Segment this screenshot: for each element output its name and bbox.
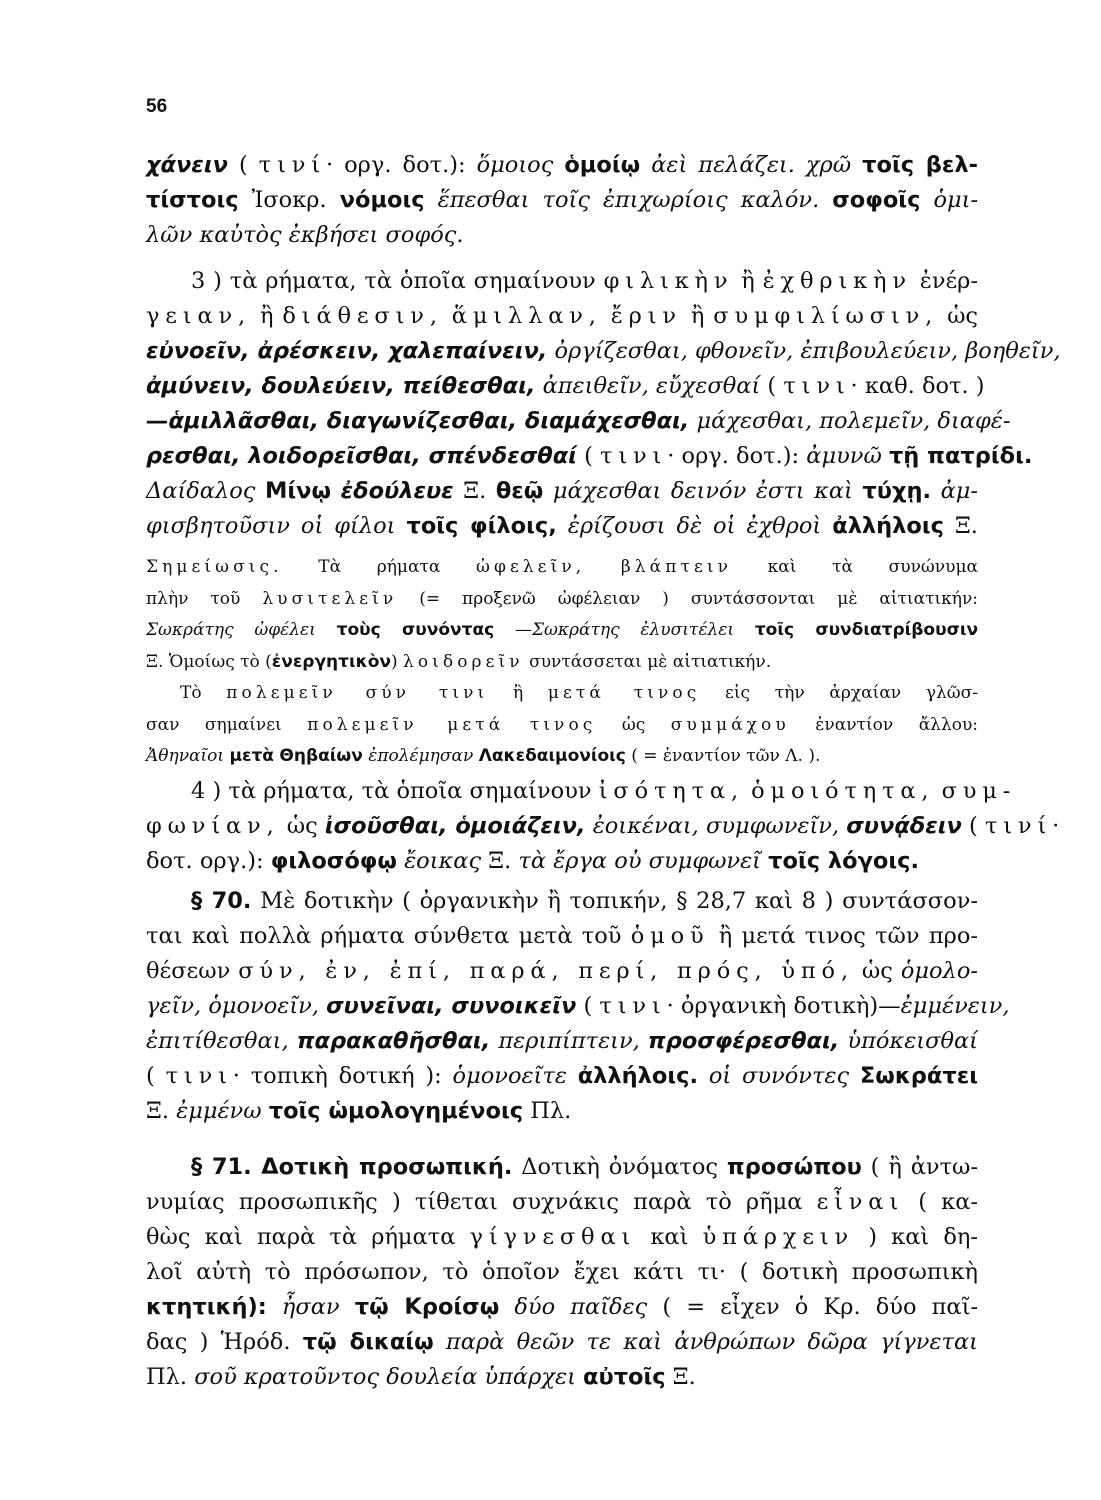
text-line: [146, 509, 978, 544]
text-segment: ὁμοίῳ: [564, 152, 641, 178]
text-segment: (: [961, 813, 985, 839]
text-segment: Ξ.: [146, 1098, 177, 1124]
text-segment: αὐτοῖς: [583, 1364, 666, 1390]
text-segment: δύο παῖδες: [514, 1294, 648, 1320]
text-segment: ) καὶ δη-: [854, 1224, 978, 1250]
text-segment: προσφέρεσθαι,: [647, 1028, 840, 1054]
text-segment: Μίνῳ: [264, 478, 332, 504]
text-segment: πλὴν τοῦ: [146, 588, 263, 609]
text-segment: Ξ.: [944, 513, 978, 539]
paragraph-p-70: [146, 884, 1010, 1129]
text-segment: τοῖς λόγοις.: [768, 848, 920, 874]
text-segment: δας ) Ἡρόδ.: [146, 1329, 303, 1355]
text-line: [146, 954, 978, 989]
text-segment: Τὸ: [146, 683, 227, 703]
text-segment: φιλικὴν: [603, 268, 734, 294]
text-line: [146, 647, 978, 679]
text-segment: ἢ: [488, 683, 548, 703]
text-segment: συμμάχου: [670, 714, 790, 735]
text-segment: τινος: [529, 714, 597, 735]
text-segment: [543, 478, 553, 504]
text-segment: Λακεδαιμονίοις: [478, 746, 626, 766]
text-segment: Ξ.: [665, 1364, 696, 1390]
text-line: [146, 710, 978, 742]
text-segment: (: [146, 1063, 166, 1089]
text-segment: ὁμονοεῖτε: [452, 1063, 567, 1089]
text-segment: τῷ Κροίσῳ: [354, 1294, 500, 1320]
text-segment: [262, 1098, 269, 1124]
text-segment: [689, 408, 696, 434]
text-line: [146, 1150, 978, 1185]
text-segment: Ἰσοκρ.: [238, 187, 340, 213]
text-segment: —ἁμιλλᾶσθαι, διαγωνίζεσθαι, διαμάχεσθαι,: [146, 408, 690, 434]
text-segment: βλάπτειν: [620, 557, 732, 577]
text-segment: ἐπολέμησαν: [368, 746, 474, 766]
text-segment: Θηβαίων: [279, 746, 363, 766]
text-line: [146, 1255, 978, 1290]
text-segment: ἀλλήλοις: [832, 513, 944, 539]
text-segment: ·: [1052, 813, 1060, 839]
text-segment: ἢ: [681, 303, 714, 329]
text-segment: 3 ) τὰ ρήματα, τὰ ὁποῖα σημαίνουν: [146, 268, 604, 294]
text-segment: κτητική):: [146, 1294, 267, 1320]
text-segment: [576, 1364, 583, 1390]
text-segment: ὡς: [596, 714, 671, 735]
text-segment: [821, 513, 832, 539]
text-segment: ἀμ-: [940, 478, 979, 504]
text-segment: γεῖν, ὁμονοεῖν,: [146, 993, 319, 1019]
text-segment: ἀλλήλοις.: [577, 1063, 699, 1089]
text-segment: ἀεὶ πελάζει. χρῶ: [651, 152, 852, 178]
paragraph-p-note: [146, 552, 978, 678]
text-line: [146, 919, 978, 954]
text-segment: παρακαθῆσθαι,: [296, 1028, 491, 1054]
text-segment: [698, 1063, 709, 1089]
text-segment: (= προξενῶ ὠφέλειαν ) συντάσσονται μὲ αἰτιατικήν:: [397, 588, 979, 609]
text-segment: [499, 1294, 514, 1320]
text-segment: ἐνεργητικὸν: [271, 651, 391, 672]
text-segment: καὶ: [636, 1224, 703, 1250]
text-segment: Πλ.: [523, 1098, 572, 1124]
text-segment: Σωκράτει: [859, 1063, 979, 1089]
text-segment: ἅμιλλαν,: [451, 303, 602, 329]
text-segment: (: [576, 993, 600, 1019]
text-segment: σοφοῖς: [832, 187, 921, 213]
text-segment: ἔριν: [610, 303, 682, 329]
text-segment: παρὰ θεῶν τε καὶ ἀνθρώπων δῶρα γίγνεται: [445, 1329, 978, 1355]
text-segment: · οργ. δοτ.):: [325, 152, 477, 178]
text-segment: ἢ: [733, 268, 763, 294]
text-segment: ἕπεσθαι τοῖς ἐπιχωρίοις καλόν.: [437, 187, 820, 213]
text-segment: εἰς τὴν ἀρχαίαν γλῶσ-: [700, 683, 978, 703]
text-segment: ἀμυνῶ: [806, 443, 882, 469]
text-segment: 4 ) τὰ ρήματα, τὰ ὁποῖα σημαίνουν: [146, 778, 599, 804]
text-segment: ὡς: [279, 813, 325, 839]
text-segment: · τοπικὴ δοτική ):: [232, 1063, 453, 1089]
text-line: [146, 678, 978, 710]
text-segment: [934, 778, 941, 804]
text-segment: γίγνεσθαι: [469, 1224, 637, 1250]
text-segment: § 70.: [146, 888, 252, 914]
text-segment: [395, 513, 406, 539]
text-line: [146, 183, 978, 218]
text-segment: Σωκράτης ὠφέλει: [146, 620, 316, 640]
text-line: [146, 1024, 978, 1059]
text-segment: [849, 1063, 860, 1089]
text-segment: εὐνοεῖν, ἀρέσκειν, χαλεπαίνειν,: [146, 338, 548, 364]
text-segment: ἐοικέναι, συμφωνεῖν,: [592, 813, 840, 839]
text-segment: Μὲ δοτικὴν ( ὀργανικὴν ἢ τοπικήν, § 28,7 καὶ 8 ) συντάσσον-: [251, 888, 978, 914]
text-segment: § 71. Δοτικὴ προσωπική.: [146, 1154, 513, 1180]
text-line: [146, 584, 978, 616]
text-segment: ἐμμένω: [176, 1098, 262, 1124]
text-line: [146, 1059, 978, 1094]
text-segment: ἐρίζουσι δὲ οἱ ἐχθροὶ: [567, 513, 822, 539]
text-line: [146, 1290, 978, 1325]
text-segment: [331, 478, 341, 504]
text-segment: θὼς καὶ παρὰ τὰ ρήματα: [146, 1224, 470, 1250]
paragraph-p-4: [146, 774, 1060, 879]
text-segment: ὠφελεῖν,: [476, 557, 586, 577]
text-segment: ἐμμένειν,: [900, 993, 1010, 1019]
text-segment: συμφιλίωσιν,: [713, 303, 939, 329]
text-segment: Πλ.: [146, 1364, 195, 1390]
text-segment: [535, 373, 542, 399]
text-segment: φισβητοῦσιν οἱ φίλοι: [146, 513, 396, 539]
text-segment: πολεμεῖν σύν τινι: [226, 683, 489, 703]
text-line: [146, 1325, 978, 1360]
paragraph-p-intro: [146, 148, 978, 253]
text-segment: ἰσοῦσθαι, ὁμοιάζειν,: [324, 813, 586, 839]
text-segment: τοὺς συνόντας: [336, 620, 495, 640]
text-segment: προσώπου: [726, 1154, 862, 1180]
text-line: [146, 299, 978, 334]
text-segment: τοῖς συνδιατρίβουσιν: [754, 620, 979, 640]
text-segment: μάχεσθαι, πολεμεῖν, διαφέ-: [696, 408, 1011, 434]
text-segment: τινί: [258, 152, 326, 178]
text-segment: ται καὶ πολλὰ ρήματα σύνθετα μετὰ τοῦ: [146, 923, 631, 949]
text-segment: τινι: [599, 993, 667, 1019]
text-line: [146, 809, 1060, 844]
text-line: [146, 1220, 978, 1255]
text-segment: [434, 1329, 446, 1355]
text-line: [146, 439, 1033, 474]
text-segment: [734, 620, 755, 640]
text-segment: · οργ. δοτ.):: [667, 443, 807, 469]
text-line: [146, 741, 978, 773]
text-segment: [557, 513, 568, 539]
text-line: [146, 264, 978, 299]
text-segment: ὁμι-: [933, 187, 979, 213]
text-segment: [547, 338, 554, 364]
text-segment: [504, 715, 530, 735]
text-segment: πολεμεῖν μετά: [307, 714, 505, 735]
text-segment: Σημείωσις.: [146, 557, 283, 577]
paragraph-p-note2: [146, 678, 978, 773]
text-segment: ὑπάρχειν: [702, 1224, 855, 1250]
text-segment: Ξ. Ὁμοίως τὸ (: [146, 651, 272, 672]
text-segment: λῶν καὐτὸς ἐκβήσει σοφός.: [146, 222, 464, 248]
text-segment: ὀργίζεσθαι, φθονεῖν, ἐπιβουλεύειν, βοηθεῖν,: [554, 338, 1061, 364]
paragraph-p-3: [146, 264, 1061, 544]
text-segment: [267, 1294, 282, 1320]
text-segment: νόμοις: [339, 187, 425, 213]
text-segment: περιπίπτειν,: [498, 1028, 640, 1054]
text-segment: [585, 557, 621, 577]
text-segment: Δοτικὴ ὀνόματος: [512, 1154, 727, 1180]
text-segment: σοῦ κρατοῦντος δουλεία ὑπάρχει: [194, 1364, 576, 1390]
text-segment: ἦσαν: [281, 1294, 340, 1320]
text-line: [146, 989, 1010, 1024]
text-segment: τινι: [783, 373, 851, 399]
text-segment: ): [390, 651, 404, 672]
text-segment: (: [760, 373, 784, 399]
text-segment: διάθεσιν,: [282, 303, 443, 329]
text-segment: φιλοσόφῳ: [270, 848, 397, 874]
text-segment: ὑπόκεισθαί: [847, 1028, 979, 1054]
text-segment: [255, 478, 265, 504]
text-segment: Τὰ ρήματα: [282, 557, 477, 577]
text-segment: [931, 478, 941, 504]
text-segment: τινι: [600, 443, 668, 469]
text-segment: φωνίαν,: [146, 813, 280, 839]
text-segment: ὁμοῦ: [630, 923, 710, 949]
text-segment: Ξ.: [453, 478, 496, 504]
text-segment: νυμίας προσωπικῆς ) τίθεται συχνάκις παρὰ τὸ ρῆμα: [146, 1189, 817, 1215]
text-segment: θεῷ: [495, 478, 544, 504]
text-segment: ἰσότητα,: [598, 778, 744, 804]
text-segment: ( = εἶχεν ὁ Κρ. δύο παῖ-: [647, 1294, 978, 1320]
text-segment: μετὰ: [229, 746, 274, 766]
text-segment: τῷ δικαίῳ: [302, 1329, 434, 1355]
text-segment: λυσιτελεῖν: [262, 588, 398, 609]
text-segment: [602, 303, 611, 329]
text-segment: ἐδούλευε: [340, 478, 454, 504]
text-segment: Ξ.: [481, 848, 519, 874]
text-segment: ἢ: [251, 303, 283, 329]
text-segment: συντάσσεται μὲ αἰτιατικήν.: [523, 651, 772, 672]
text-segment: [819, 187, 832, 213]
text-line: [146, 1094, 978, 1129]
text-line: [146, 615, 978, 647]
text-segment: σαν σημαίνει: [146, 714, 308, 735]
text-segment: [920, 187, 933, 213]
text-segment: συμ-: [941, 778, 1017, 804]
text-segment: ὅμοιος: [476, 152, 554, 178]
text-segment: [882, 443, 889, 469]
text-segment: ( ἢ ἀντω-: [861, 1154, 978, 1180]
text-line: [146, 218, 978, 253]
text-segment: [425, 187, 438, 213]
text-segment: ἐνέρ-: [911, 268, 978, 294]
text-segment: λοῖ αὐτὴ τὸ πρόσωπον, τὸ ὁποῖον ἔχει κάτι τι· ( δοτικὴ προσωπικὴ: [146, 1259, 978, 1285]
text-segment: τὰ ἔργα οὐ συμφωνεῖ: [518, 848, 761, 874]
text-segment: ἐπιτίθεσθαι,: [146, 1028, 289, 1054]
text-segment: εἶναι: [816, 1189, 905, 1215]
text-segment: συνεῖναι, συνοικεῖν: [326, 993, 577, 1019]
text-segment: ρεσθαι, λοιδορεῖσθαι, σπένδεσθαί: [146, 443, 577, 469]
text-segment: τοῖς φίλοις,: [406, 513, 557, 539]
text-segment: τινι: [165, 1063, 233, 1089]
text-segment: ὡς: [938, 303, 979, 329]
text-segment: [567, 1063, 578, 1089]
text-segment: οἱ συνόντες: [708, 1063, 850, 1089]
text-segment: τοῖς βελ-: [862, 152, 978, 178]
text-segment: Σωκράτης ἐλυσιτέλει: [532, 620, 735, 640]
text-line: [146, 404, 1011, 439]
text-segment: ἔοικας: [404, 848, 482, 874]
text-line: [146, 844, 978, 879]
text-segment: ( κα-: [904, 1189, 978, 1215]
text-segment: [316, 620, 337, 640]
text-segment: [289, 1028, 297, 1054]
text-segment: δοτ. οργ.):: [146, 848, 271, 874]
text-line: [146, 1360, 978, 1395]
text-segment: γειαν,: [146, 303, 252, 329]
text-segment: ἐναντίον ἄλλου:: [789, 714, 979, 735]
page-number: 56: [146, 96, 168, 117]
text-segment: [640, 152, 651, 178]
text-segment: μετά τινος: [547, 683, 701, 703]
text-segment: τοῖς ὡμολογημένοις: [268, 1098, 524, 1124]
text-segment: καὶ τὰ συνώνυμα: [732, 557, 978, 577]
text-segment: ἀμύνειν, δουλεύειν, πείθεσθαι,: [146, 373, 536, 399]
text-segment: ἐχθρικὴν: [762, 268, 912, 294]
text-line: [146, 552, 978, 584]
text-segment: μάχεσθαι δεινόν ἐστι καὶ: [552, 478, 853, 504]
text-segment: [640, 1028, 648, 1054]
text-line: [146, 474, 978, 509]
text-segment: θέσεων: [146, 958, 239, 984]
text-segment: ἀπειθεῖν, εὔχεσθαί: [542, 373, 761, 399]
text-segment: ὡς: [853, 958, 901, 984]
text-segment: τίστοις: [146, 187, 239, 213]
text-segment: ( = ἐναντίον τῶν Λ. ).: [625, 746, 821, 766]
text-segment: ὁμολο-: [900, 958, 978, 984]
text-line: [146, 774, 1017, 809]
text-segment: τινί: [984, 813, 1053, 839]
text-segment: [851, 152, 862, 178]
text-line: [146, 334, 1061, 369]
text-segment: τύχῃ.: [862, 478, 932, 504]
text-segment: [443, 303, 452, 329]
text-segment: —: [494, 620, 533, 640]
text-segment: [553, 152, 564, 178]
text-segment: Ἀθηναῖοι: [146, 746, 225, 766]
text-line: [146, 1185, 978, 1220]
text-segment: συνᾴδειν: [846, 813, 962, 839]
text-segment: [340, 1294, 355, 1320]
text-segment: ὁμοιότητα,: [751, 778, 935, 804]
text-segment: · ὀργανικὴ δοτικὴ)—: [666, 993, 901, 1019]
text-segment: [586, 813, 593, 839]
text-segment: (: [227, 152, 259, 178]
text-segment: [853, 478, 863, 504]
text-line: [146, 148, 978, 183]
text-segment: ἢ μετά τινος τῶν προ-: [709, 923, 978, 949]
text-segment: λοιδορεῖν: [403, 651, 524, 672]
text-line: [146, 884, 978, 919]
text-segment: · καθ. δοτ. ): [850, 373, 985, 399]
text-segment: χάνειν: [146, 152, 228, 178]
paragraph-p-71: [146, 1150, 978, 1395]
text-line: [146, 369, 985, 404]
text-segment: σύν, ἐν, ἐπί, παρά, περί, πρός, ὑπό,: [238, 958, 854, 984]
text-segment: τῇ πατρίδι.: [888, 443, 1033, 469]
text-segment: Δαίδαλος: [146, 478, 256, 504]
text-segment: (: [576, 443, 601, 469]
